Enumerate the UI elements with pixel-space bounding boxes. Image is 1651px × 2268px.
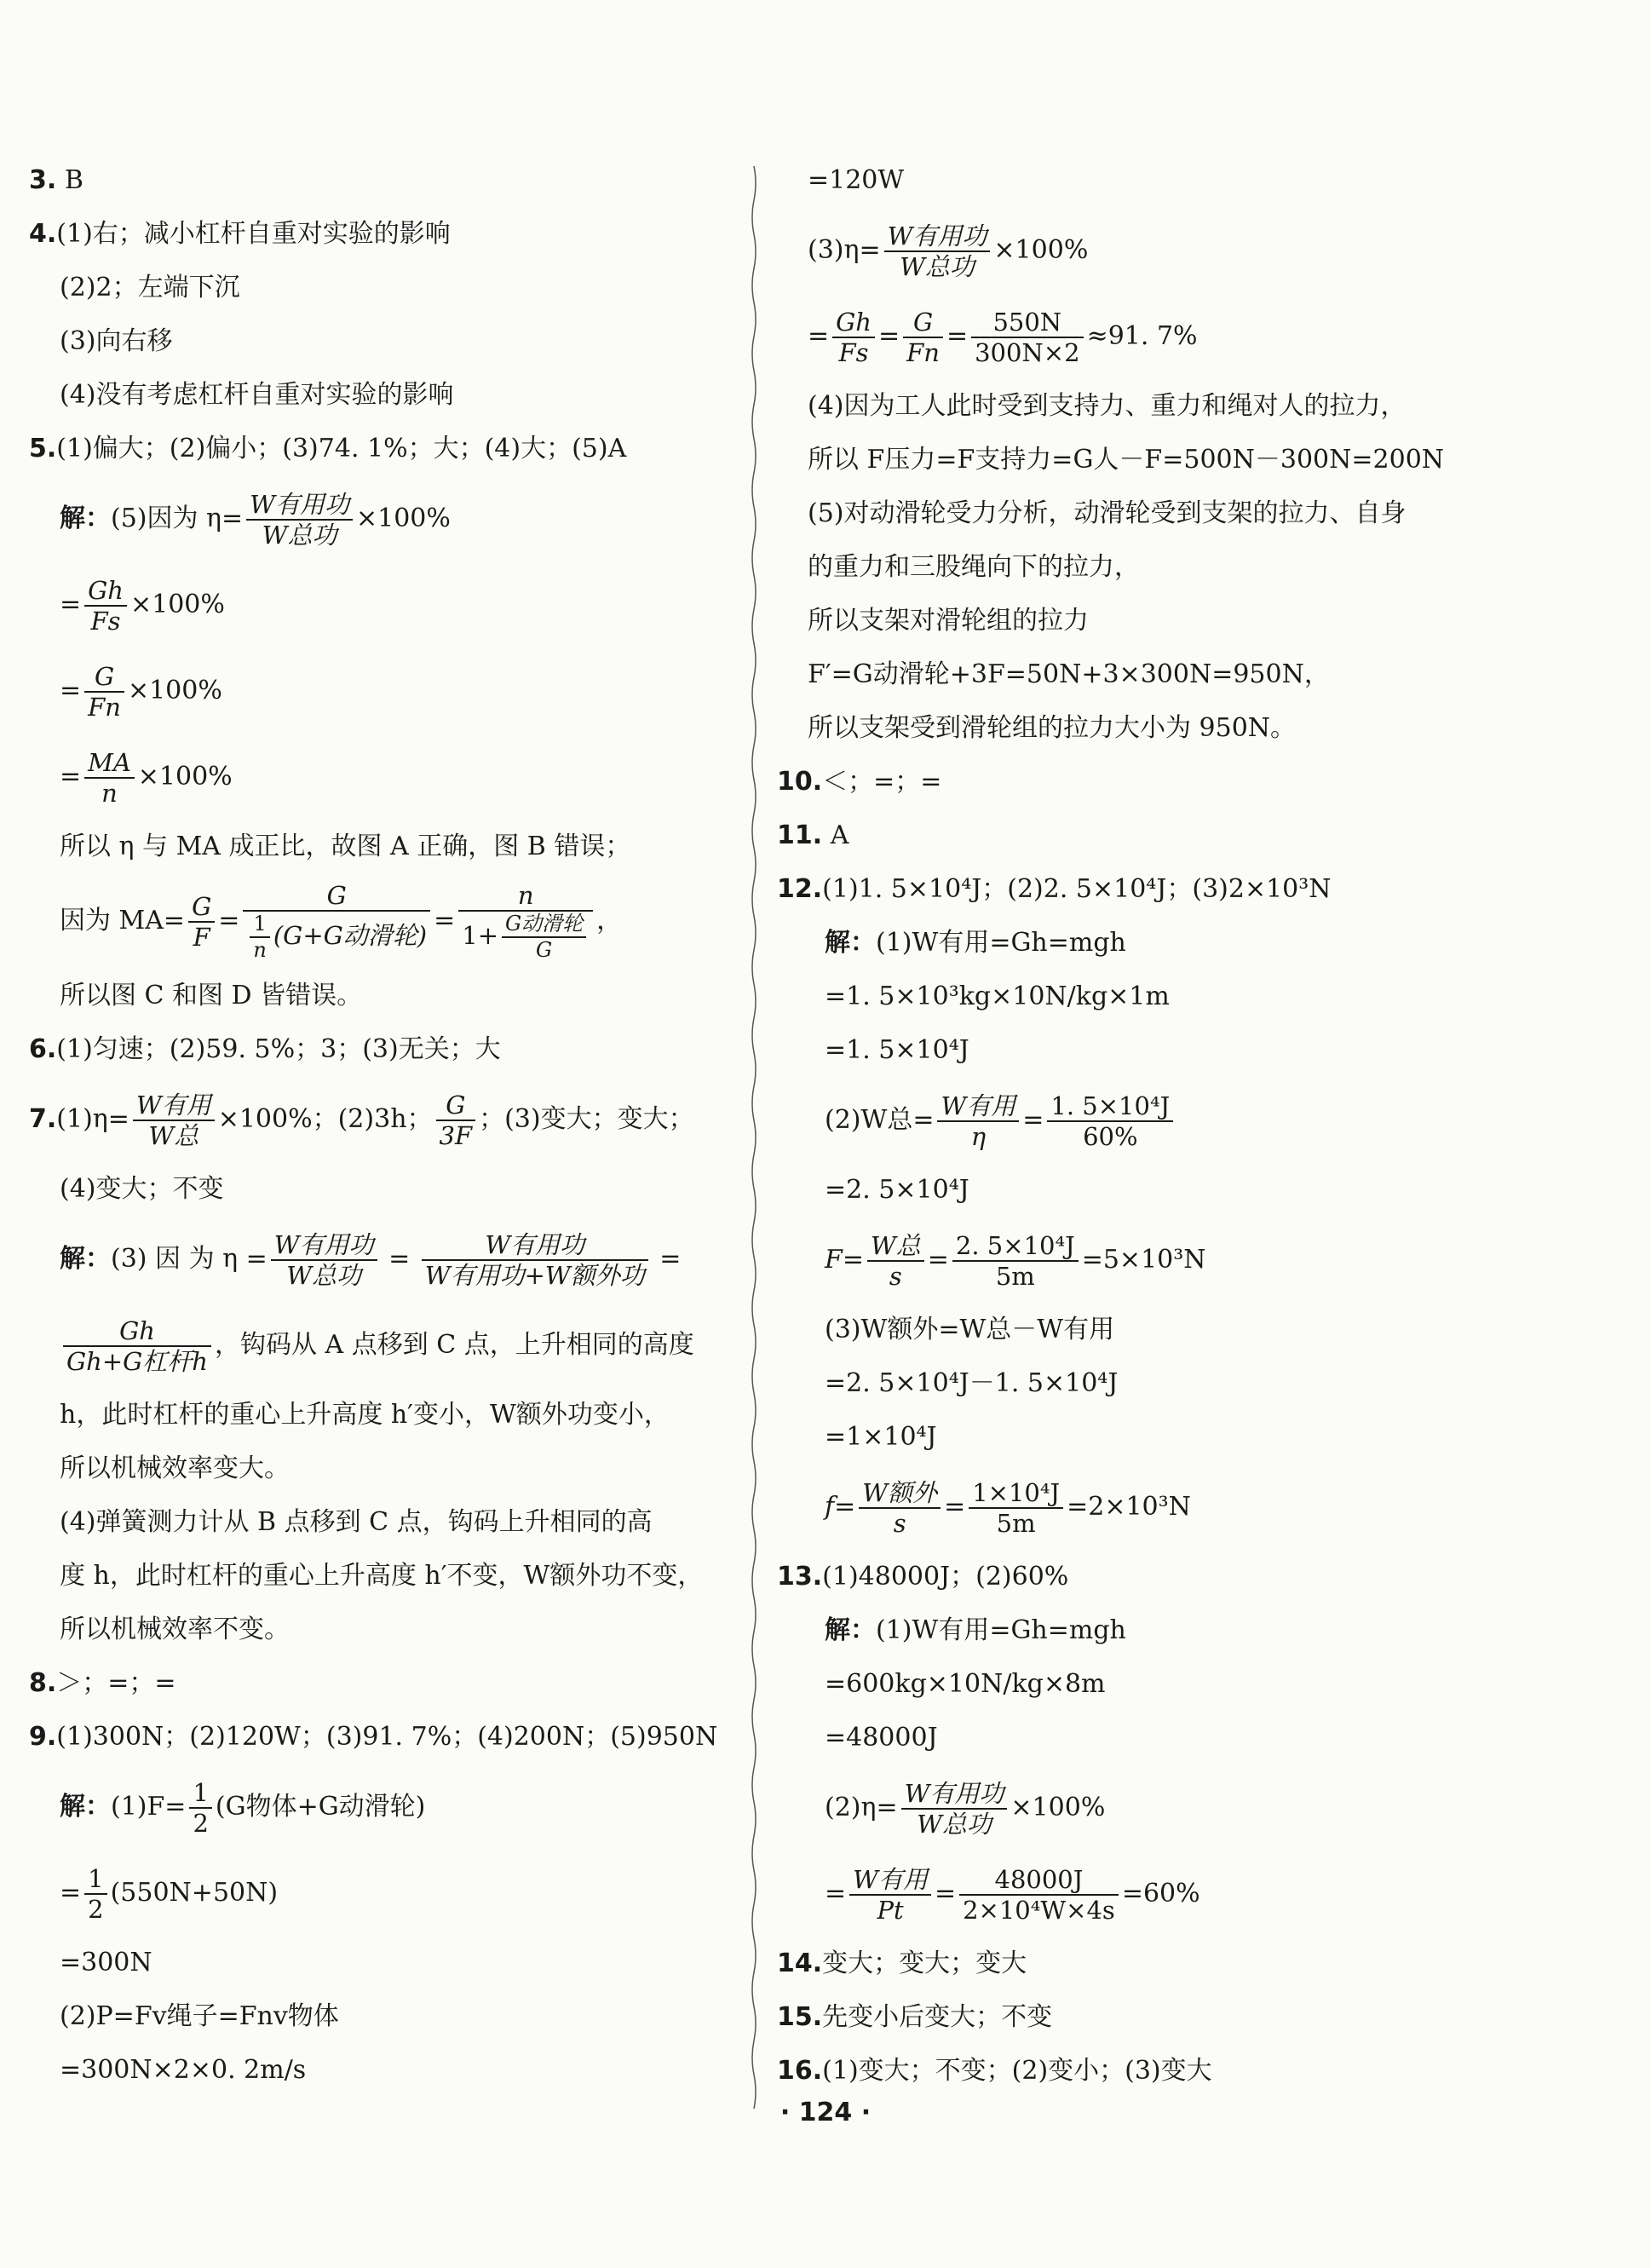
denominator: 5m: [995, 1262, 1035, 1291]
solution-12-line-10: [777, 1464, 1629, 1550]
fraction: [189, 1777, 211, 1838]
solution-9-line-10: [777, 433, 1629, 486]
solution-text: 所以 η 与 MA 成正比，故图 A 正确，图 B 错误；: [60, 832, 631, 861]
answer-text: ×100%；(2)3h；: [217, 1104, 433, 1134]
numerator: W有用: [937, 1093, 1019, 1122]
solution-5-line-6: [29, 873, 728, 969]
formula-text: =1×10⁴J: [825, 1422, 937, 1452]
solution-12-line-5: [777, 1163, 1629, 1217]
answer-12: [777, 862, 1629, 916]
numerator: 1. 5×10⁴J: [1047, 1093, 1173, 1122]
question-number: 15.: [777, 2002, 823, 2032]
formula-text: F′=G动滑轮+3F=50N+3×300N=950N，: [808, 659, 1330, 689]
denominator: F: [193, 923, 210, 952]
solution-9-line-14: [777, 648, 1629, 701]
question-number: 14.: [777, 1949, 823, 1978]
numerator: W有用功: [271, 1232, 377, 1261]
solution-9-line-3: [29, 1936, 728, 1989]
equals-sign: =: [60, 676, 82, 705]
equals-sign: =: [60, 1878, 82, 1908]
solution-text: (5)对动滑轮受力分析，动滑轮受到支架的拉力、自身: [808, 498, 1407, 528]
fraction: [422, 1229, 648, 1290]
formula-text: ×100%: [1010, 1793, 1106, 1822]
fraction: [458, 880, 593, 963]
numerator: W总: [867, 1233, 924, 1262]
left-column: [29, 153, 728, 2097]
fraction: [1047, 1093, 1173, 1150]
formula-text: (1)W有用=Gh=mgh: [876, 928, 1126, 958]
fraction: [969, 1477, 1063, 1538]
solution-5-line-7: [29, 969, 728, 1022]
solution-13-line-3: [777, 1711, 1629, 1764]
numerator: W有用功: [884, 223, 991, 252]
answer-text: (1)300N；(2)120W；(3)91. 7%；(4)200N；(5)950N: [56, 1722, 718, 1752]
answer-9: [29, 1710, 728, 1764]
formula-text: (3)W额外=W总－W有用: [825, 1315, 1115, 1344]
numerator: 1: [189, 1780, 211, 1809]
solution-label: 解：: [825, 928, 876, 958]
formula-text: (2)W总=: [825, 1105, 935, 1135]
solution-13-line-2: [777, 1657, 1629, 1711]
answer-8: [29, 1656, 728, 1710]
formula-text: (2)P=Fv绳子=Fnv物体: [60, 2001, 339, 2031]
answer-text: A: [822, 820, 849, 850]
formula-text: =2. 5×10⁴J－1. 5×10⁴J: [825, 1368, 1119, 1398]
solution-7-line-7: [29, 1603, 728, 1656]
answer-text: (1)偏大；(2)偏小；(3)74. 1%；大；(4)大；(5)A: [56, 434, 627, 463]
fraction: [243, 880, 430, 963]
solution-7-line-2: [29, 1302, 728, 1388]
solution-text: h，此时杠杆的重心上升高度 h′变小，W额外功变小，: [60, 1400, 670, 1430]
denominator: Gh+G杠杆h: [66, 1347, 208, 1376]
numerator: G: [188, 894, 215, 923]
formula-text: =120W: [808, 165, 905, 195]
fraction: [867, 1230, 924, 1291]
answer-text: (1)匀速；(2)59. 5%；3；(3)无关；大: [56, 1034, 501, 1064]
solution-label: 解：: [825, 1615, 876, 1645]
solution-9-line-7: [777, 207, 1629, 293]
right-column: [777, 153, 1629, 2098]
formula-text: =300N×2×0. 2m/s: [60, 2055, 307, 2085]
numerator: 2. 5×10⁴J: [952, 1233, 1079, 1262]
solution-9-line-4: [29, 1989, 728, 2043]
answer-16: [777, 2044, 1629, 2098]
equals-sign: =: [434, 906, 456, 935]
question-number: 8.: [29, 1668, 57, 1698]
formula-text: (3) 因 为 η =: [111, 1244, 267, 1274]
denominator: G: [536, 938, 553, 963]
answer-7: [29, 1076, 728, 1162]
formula-text: =1. 5×10⁴J: [825, 1035, 969, 1065]
equals-sign: =: [927, 1245, 949, 1275]
question-number: 5.: [29, 434, 57, 463]
denominator: W有用功+W额外功: [424, 1261, 645, 1290]
answer-text: (1)48000J；(2)60%: [822, 1562, 1069, 1592]
answer-7-line-2: [29, 1162, 728, 1216]
solution-13-line-4: [777, 1764, 1629, 1851]
equals-sign: =: [380, 1244, 418, 1274]
answer-text: (3)向右移: [60, 326, 173, 356]
numerator: Gh: [84, 578, 127, 607]
formula-text: =48000J: [825, 1723, 938, 1753]
fraction: [903, 309, 943, 366]
equals-sign: =: [944, 1492, 966, 1522]
formula-text: f=: [825, 1492, 856, 1522]
solution-text: ，钩码从 A 点移到 C 点，上升相同的高度: [215, 1330, 694, 1360]
denominator: η: [970, 1122, 987, 1151]
denominator: 60%: [1083, 1122, 1138, 1151]
solution-7-line-4: [29, 1442, 728, 1495]
fraction: [188, 891, 215, 952]
denominator: s: [893, 1509, 906, 1538]
denominator: 2×10⁴W×4s: [963, 1896, 1115, 1925]
formula-text: =1. 5×10³kg×10N/kg×1m: [825, 981, 1170, 1011]
equals-sign: =: [825, 1879, 847, 1908]
answer-4-line-2: [29, 261, 728, 314]
answer-10: [777, 755, 1629, 809]
solution-12-line-3: [777, 1023, 1629, 1077]
formula-text: =2×10³N: [1067, 1492, 1191, 1522]
fraction: [502, 913, 586, 961]
solution-7-line-6: [29, 1549, 728, 1603]
fraction: [859, 1477, 941, 1538]
question-number: 4.: [29, 219, 57, 249]
formula-text: (5)因为 η=: [111, 504, 244, 533]
answer-text: B: [56, 165, 83, 195]
answer-4-line-4: [29, 368, 728, 422]
formula-text: 1+: [462, 921, 498, 951]
numerator: G: [84, 664, 124, 693]
equals-sign: =: [934, 1879, 957, 1908]
question-number: 3.: [29, 165, 57, 195]
formula-text: ×100%: [993, 235, 1089, 265]
denominator: Fs: [90, 607, 121, 636]
question-number: 9.: [29, 1722, 57, 1752]
formula-text: (1)W有用=Gh=mgh: [876, 1615, 1126, 1645]
solution-9-line-6: [777, 153, 1629, 207]
solution-9-line-5: [29, 2043, 728, 2097]
solution-9-line-1: [29, 1764, 728, 1850]
equals-sign: =: [651, 1244, 682, 1274]
formula-text: ≈91. 7%: [1086, 321, 1198, 351]
answer-13: [777, 1550, 1629, 1603]
answer-11: [777, 809, 1629, 862]
answer-text: (1)变大；不变；(2)变小；(3)变大: [822, 2056, 1212, 2086]
question-number: 10.: [777, 767, 823, 797]
numerator: W有用功: [422, 1232, 648, 1261]
solution-text: 度 h，此时杠杆的重心上升高度 h′不变，W额外功不变，: [60, 1561, 704, 1591]
solution-9-line-12: [777, 540, 1629, 594]
formula-text: (1)F=: [111, 1792, 187, 1822]
fraction: [971, 309, 1083, 366]
equals-sign: =: [946, 321, 969, 351]
solution-9-line-9: [777, 379, 1629, 433]
formula-text: =60%: [1121, 1879, 1200, 1908]
formula-text: F=: [825, 1245, 864, 1275]
numerator: n: [458, 883, 593, 912]
formula-text: =600kg×10N/kg×8m: [825, 1669, 1106, 1699]
denominator: W总功: [917, 1810, 992, 1839]
equals-sign: =: [218, 906, 240, 935]
fraction: [250, 913, 269, 961]
solution-text: 的重力和三股绳向下的拉力，: [808, 552, 1140, 582]
fraction: [901, 1778, 1008, 1839]
denominator: 3F: [439, 1121, 473, 1150]
solution-12-line-4: [777, 1077, 1629, 1163]
formula-text: ×100%: [137, 762, 233, 791]
numerator: 1: [250, 913, 269, 938]
formula-text: (550N+50N): [110, 1878, 279, 1908]
answer-text: (1)右；减小杠杆自重对实验的影响: [56, 219, 451, 249]
fraction: [937, 1093, 1019, 1150]
answer-text: 先变小后变大；不变: [822, 2002, 1053, 2032]
denominator: 300N×2: [975, 338, 1080, 367]
question-number: 7.: [29, 1104, 57, 1134]
solution-12-line-1: [777, 916, 1629, 970]
fraction: [271, 1229, 377, 1290]
denominator: s: [889, 1262, 902, 1291]
fraction: [63, 1315, 211, 1376]
fraction: [84, 575, 127, 636]
formula-text: ×100%: [127, 676, 222, 705]
denominator: 2: [193, 1809, 209, 1838]
solution-text: (4)因为工人此时受到支持力、重力和绳对人的拉力，: [808, 391, 1407, 421]
equals-sign: =: [60, 590, 82, 619]
equals-sign: =: [60, 762, 82, 791]
solution-9-line-15: [777, 701, 1629, 755]
solution-12-line-7: [777, 1303, 1629, 1356]
formula-text: ×100%: [129, 590, 225, 619]
answer-4-line-3: [29, 314, 728, 368]
denominator: Pt: [877, 1896, 904, 1925]
question-number: 16.: [777, 2056, 823, 2086]
question-number: 13.: [777, 1562, 823, 1592]
answer-text: 变大；变大；变大: [822, 1949, 1027, 1978]
solution-7-line-5: [29, 1495, 728, 1549]
denominator: W总功: [262, 521, 337, 550]
numerator: Gh: [63, 1318, 211, 1347]
formula-text: =300N: [60, 1948, 152, 1977]
solution-text: (4)弹簧测力计从 B 点移到 C 点，钩码上升相同的高: [60, 1507, 653, 1537]
fraction: [133, 1092, 215, 1149]
solution-text: 所以 F压力=F支持力=G人－F=500N－300N=200N: [808, 445, 1445, 475]
solution-7-line-3: [29, 1388, 728, 1442]
fraction: [84, 661, 124, 722]
fraction: [952, 1230, 1079, 1291]
page-number: · 124 ·: [779, 2098, 872, 2127]
question-number: 6.: [29, 1034, 57, 1064]
answer-text: (1)η=: [56, 1104, 129, 1134]
answer-5: [29, 422, 728, 475]
column-divider: [750, 166, 758, 2109]
solution-5-line-1: [29, 475, 728, 561]
denominator: Fs: [838, 338, 869, 367]
answer-text: (2)2；左端下沉: [60, 273, 240, 302]
numerator: G: [436, 1092, 476, 1121]
numerator: W有用功: [246, 492, 353, 521]
solution-text: 所以支架对滑轮组的拉力: [808, 606, 1089, 636]
numerator: W有用: [133, 1092, 215, 1121]
numerator: G动滑轮: [502, 913, 586, 938]
solution-12-line-9: [777, 1410, 1629, 1464]
answer-text: ＞；=；=: [56, 1668, 176, 1698]
formula-text: (3)η=: [808, 235, 881, 265]
solution-label: 解：: [60, 504, 111, 533]
answer-15: [777, 1990, 1629, 2044]
solution-label: 解：: [60, 1244, 111, 1274]
solution-13-line-1: [777, 1603, 1629, 1657]
answer-text: ；(3)变大；变大；: [479, 1104, 694, 1134]
solution-text: 所以支架受到滑轮组的拉力大小为 950N。: [808, 713, 1297, 743]
fraction: [246, 489, 353, 550]
numerator: W有用: [849, 1867, 931, 1896]
denominator: 5m: [996, 1509, 1036, 1538]
numerator: W有用功: [901, 1781, 1008, 1810]
denominator: W总功: [286, 1261, 362, 1290]
solution-text: 所以机械效率变大。: [60, 1453, 290, 1483]
solution-5-line-5: [29, 820, 728, 873]
solution-12-line-6: [777, 1217, 1629, 1303]
formula-text: ×100%: [355, 504, 451, 533]
solution-12-line-8: [777, 1356, 1629, 1410]
formula-text: (G物体+G动滑轮): [215, 1792, 426, 1822]
solution-9-line-2: [29, 1850, 728, 1936]
equals-sign: =: [808, 321, 830, 351]
solution-9-line-8: [777, 293, 1629, 379]
answer-6: [29, 1022, 728, 1076]
fraction: [436, 1092, 476, 1149]
formula-text: =2. 5×10⁴J: [825, 1175, 969, 1205]
formula-text: (G+G动滑轮): [273, 921, 428, 951]
formula-text: ，: [596, 906, 623, 935]
solution-7-line-1: [29, 1216, 728, 1302]
solution-label: 解：: [60, 1792, 111, 1822]
numerator: G: [243, 883, 430, 912]
fraction: [849, 1864, 931, 1925]
numerator: W额外: [859, 1480, 941, 1509]
denominator: 2: [88, 1895, 104, 1924]
numerator: 1: [84, 1866, 106, 1895]
numerator: MA: [84, 750, 135, 779]
fraction: [832, 309, 875, 366]
fraction: [84, 1863, 106, 1924]
denominator: W总功: [900, 252, 975, 281]
denominator: [243, 912, 430, 961]
denominator: [458, 912, 593, 961]
solution-13-line-5: [777, 1851, 1629, 1937]
fraction: [884, 223, 991, 280]
equals-sign: =: [877, 321, 900, 351]
numerator: 1×10⁴J: [969, 1480, 1063, 1509]
denominator: n: [253, 938, 267, 963]
numerator: 48000J: [959, 1867, 1119, 1896]
solution-9-line-11: [777, 486, 1629, 540]
formula-text: (2)η=: [825, 1793, 898, 1822]
solution-text: 所以机械效率不变。: [60, 1615, 290, 1644]
denominator: W总: [148, 1121, 199, 1150]
numerator: G: [903, 309, 943, 338]
question-number: 12.: [777, 874, 823, 904]
solution-5-line-4: [29, 734, 728, 820]
numerator: Gh: [832, 309, 875, 338]
solution-text: 所以图 C 和图 D 皆错误。: [60, 981, 363, 1010]
formula-text: 因为 MA=: [60, 906, 186, 935]
answer-text: (4)没有考虑杠杆自重对实验的影响: [60, 380, 454, 410]
question-number: 11.: [777, 820, 823, 850]
answer-text: (1)1. 5×10⁴J；(2)2. 5×10⁴J；(3)2×10³N: [822, 874, 1332, 904]
answer-14: [777, 1937, 1629, 1990]
numerator: 550N: [971, 309, 1083, 338]
formula-text: =5×10³N: [1081, 1245, 1206, 1275]
fraction: [84, 747, 135, 808]
answer-4: [29, 207, 728, 261]
solution-12-line-2: [777, 970, 1629, 1023]
denominator: Fn: [906, 338, 940, 367]
answer-3: [29, 153, 728, 207]
denominator: Fn: [88, 693, 121, 722]
denominator: n: [101, 779, 118, 808]
solution-5-line-2: [29, 561, 728, 648]
answer-text: (4)变大；不变: [60, 1174, 224, 1204]
fraction: [959, 1864, 1119, 1925]
answer-text: ＜；=；=: [822, 767, 942, 797]
solution-9-line-13: [777, 594, 1629, 648]
equals-sign: =: [1022, 1105, 1044, 1135]
solution-5-line-3: [29, 648, 728, 734]
